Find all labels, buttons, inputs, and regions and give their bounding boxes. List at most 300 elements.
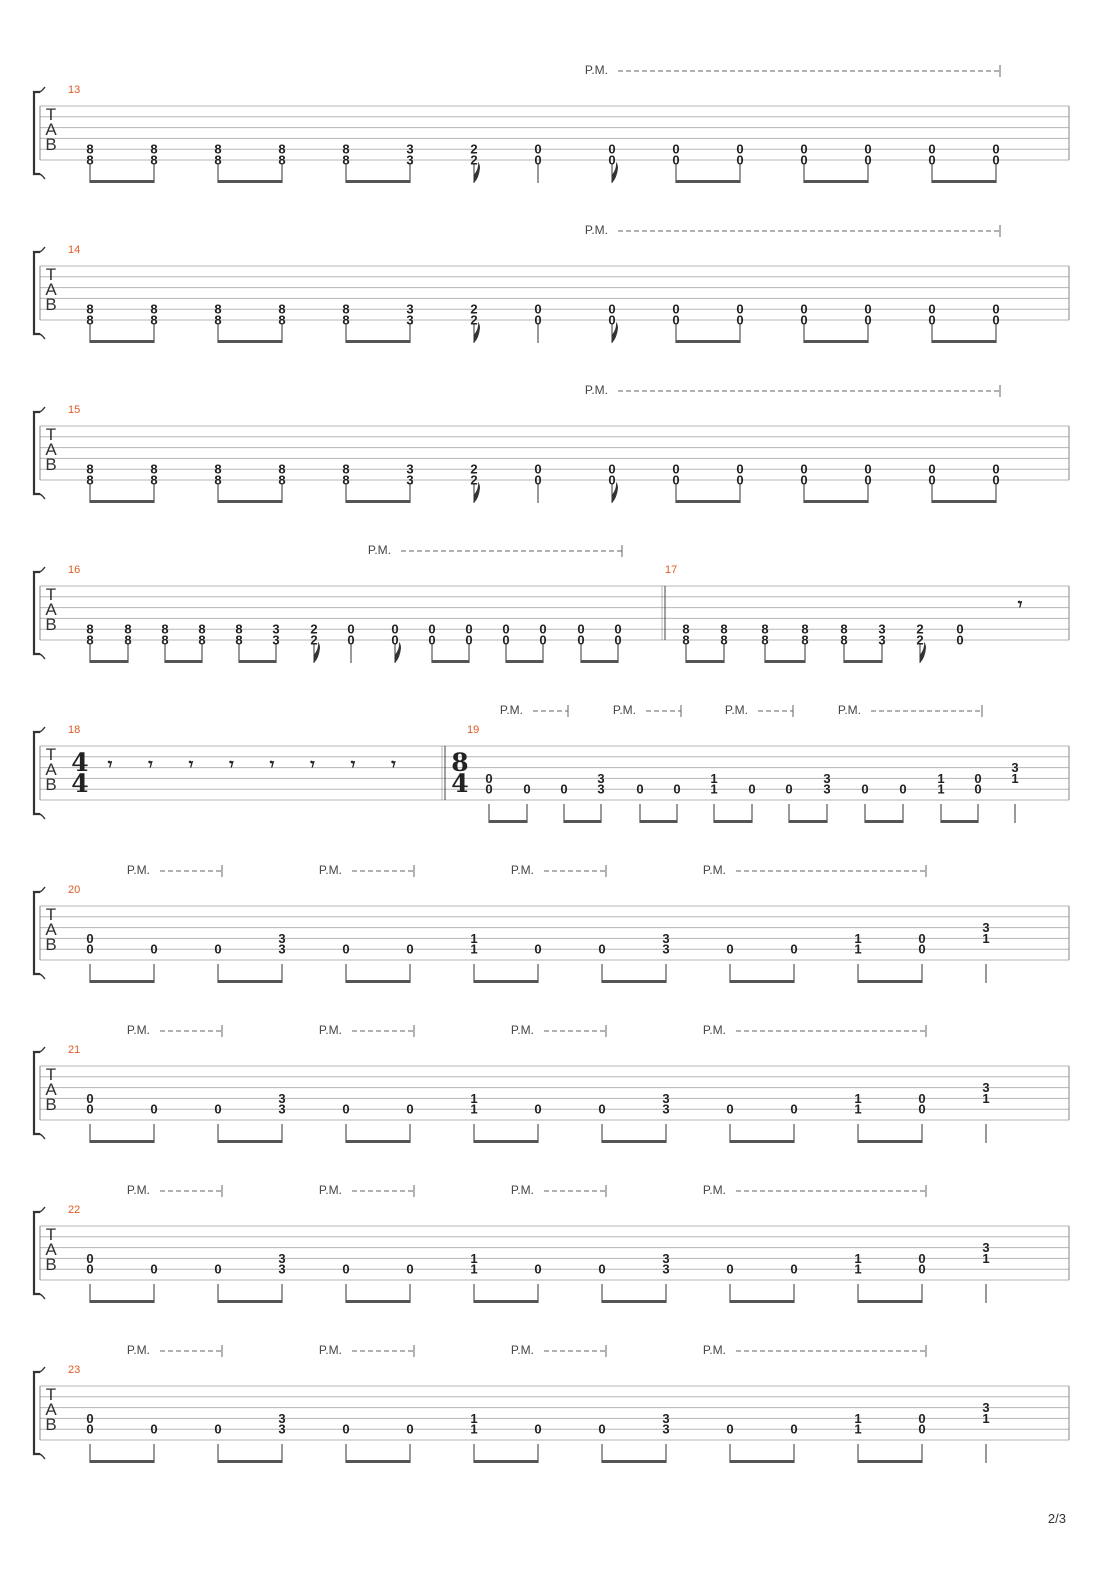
fret-number: 0 <box>534 312 542 328</box>
fret-number: 0 <box>347 632 355 648</box>
fret-number: 1 <box>710 781 718 797</box>
beam <box>858 980 922 983</box>
fret-number: 0 <box>614 632 622 648</box>
bracket-hook <box>40 407 45 499</box>
fret-number: 0 <box>534 461 542 477</box>
tab-clef-letter: A <box>45 120 57 139</box>
fret-number: 0 <box>608 301 616 317</box>
fret-number: 3 <box>278 930 286 946</box>
palm-mute-label: P.M. <box>724 703 748 717</box>
fret-number: 3 <box>982 1400 990 1416</box>
fret-number: 0 <box>672 301 680 317</box>
fret-number: 0 <box>636 781 644 797</box>
fret-number: 8 <box>150 312 158 328</box>
fret-number: 0 <box>800 312 808 328</box>
fret-number: 8 <box>214 141 222 157</box>
palm-mute-label: P.M. <box>612 703 636 717</box>
fret-number: 0 <box>406 1261 414 1277</box>
fret-number: 0 <box>465 621 473 637</box>
palm-mute-label: P.M. <box>318 1023 342 1037</box>
beam <box>932 340 996 343</box>
fret-number: 0 <box>864 472 872 488</box>
tab-clef-letter: T <box>45 1065 57 1084</box>
fret-number: 1 <box>854 1410 862 1426</box>
fret-number: 0 <box>928 312 936 328</box>
beam <box>640 820 677 823</box>
tab-clef-letter: B <box>45 295 57 314</box>
fret-number: 1 <box>1011 770 1019 786</box>
fret-number: 0 <box>214 941 222 957</box>
fret-number: 1 <box>982 930 990 946</box>
beam <box>602 1140 666 1143</box>
palm-mute-label: P.M. <box>126 1343 150 1357</box>
fret-number: 1 <box>854 1421 862 1437</box>
fret-number: 0 <box>800 152 808 168</box>
tab-clef-letter: T <box>45 585 57 604</box>
fret-number: 0 <box>785 781 793 797</box>
fret-number: 2 <box>916 621 924 637</box>
time-signature-bottom: 4 <box>451 769 469 798</box>
fret-number: 1 <box>937 770 945 786</box>
measure-number: 19 <box>467 724 480 736</box>
fret-number: 3 <box>278 941 286 957</box>
fret-number: 8 <box>761 621 769 637</box>
fret-number: 3 <box>662 930 670 946</box>
palm-mute-label: P.M. <box>499 703 523 717</box>
fret-number: 3 <box>982 1080 990 1096</box>
tab-clef-letter: T <box>45 265 57 284</box>
beam <box>804 340 868 343</box>
fret-number: 0 <box>214 1101 222 1117</box>
fret-number: 8 <box>161 621 169 637</box>
tab-clef-letter: B <box>45 455 57 474</box>
fret-number: 0 <box>406 1421 414 1437</box>
fret-number: 8 <box>235 621 243 637</box>
fret-number: 0 <box>86 1261 94 1277</box>
fret-number: 0 <box>150 1261 158 1277</box>
fret-number: 0 <box>918 1250 926 1266</box>
fret-number: 3 <box>272 632 280 648</box>
fret-number: 0 <box>736 312 744 328</box>
beam <box>858 1300 922 1303</box>
fret-number: 8 <box>278 152 286 168</box>
fret-number: 1 <box>470 1250 478 1266</box>
beam <box>602 1300 666 1303</box>
fret-number: 8 <box>150 301 158 317</box>
beam <box>432 660 469 663</box>
fret-number: 0 <box>726 1421 734 1437</box>
fret-number: 0 <box>736 301 744 317</box>
fret-number: 0 <box>861 781 869 797</box>
fret-number: 8 <box>198 632 206 648</box>
beam <box>844 660 882 663</box>
fret-number: 0 <box>598 1101 606 1117</box>
fret-number: 0 <box>502 632 510 648</box>
fret-number: 1 <box>470 1090 478 1106</box>
fret-number: 3 <box>878 632 886 648</box>
fret-number: 0 <box>918 1090 926 1106</box>
fret-number: 8 <box>278 461 286 477</box>
beam <box>602 1460 666 1463</box>
fret-number: 0 <box>523 781 531 797</box>
palm-mute-label: P.M. <box>318 863 342 877</box>
fret-number: 2 <box>470 472 478 488</box>
beam <box>346 1460 410 1463</box>
measure-number: 21 <box>68 1044 81 1056</box>
tab-clef-letter: T <box>45 745 57 764</box>
fret-number: 0 <box>150 1101 158 1117</box>
fret-number: 0 <box>534 1421 542 1437</box>
fret-number: 0 <box>736 461 744 477</box>
beam <box>218 1460 282 1463</box>
fret-number: 0 <box>864 312 872 328</box>
fret-number: 8 <box>720 621 728 637</box>
eighth-rest: 𝄾 <box>269 755 275 774</box>
measure-number: 14 <box>68 244 81 256</box>
fret-number: 0 <box>86 941 94 957</box>
fret-number: 1 <box>982 1090 990 1106</box>
fret-number: 0 <box>918 941 926 957</box>
fret-number: 0 <box>534 472 542 488</box>
system-bracket <box>34 252 40 334</box>
fret-number: 1 <box>854 1101 862 1117</box>
tab-clef-letter: A <box>45 600 57 619</box>
beam <box>90 500 154 503</box>
fret-number: 8 <box>86 472 94 488</box>
fret-number: 2 <box>470 152 478 168</box>
tab-clef-letter: A <box>45 760 57 779</box>
system-bracket <box>34 572 40 654</box>
beam <box>218 340 282 343</box>
measure-number: 17 <box>665 564 678 576</box>
fret-number: 8 <box>278 312 286 328</box>
fret-number: 8 <box>161 632 169 648</box>
fret-number: 2 <box>470 141 478 157</box>
fret-number: 3 <box>662 1410 670 1426</box>
fret-number: 3 <box>406 312 414 328</box>
fret-number: 0 <box>726 1101 734 1117</box>
eighth-rest: 𝄾 <box>188 755 194 774</box>
beam <box>858 1460 922 1463</box>
fret-number: 1 <box>854 1261 862 1277</box>
fret-number: 0 <box>928 152 936 168</box>
beam <box>804 180 868 183</box>
palm-mute-label: P.M. <box>584 63 608 77</box>
fret-number: 0 <box>598 1421 606 1437</box>
beam <box>218 980 282 983</box>
fret-number: 0 <box>992 472 1000 488</box>
fret-number: 8 <box>86 312 94 328</box>
palm-mute-label: P.M. <box>702 863 726 877</box>
fret-number: 0 <box>214 1421 222 1437</box>
fret-number: 1 <box>982 1250 990 1266</box>
fret-number: 8 <box>86 141 94 157</box>
fret-number: 8 <box>840 621 848 637</box>
eighth-rest: 𝄾 <box>310 755 315 774</box>
fret-number: 0 <box>864 141 872 157</box>
fret-number: 8 <box>86 301 94 317</box>
beam <box>218 500 282 503</box>
tab-clef-letter: A <box>45 920 57 939</box>
tab-clef-letter: T <box>45 425 57 444</box>
beam <box>90 180 154 183</box>
fret-number: 0 <box>672 141 680 157</box>
beam <box>932 500 996 503</box>
beam <box>474 1140 538 1143</box>
fret-number: 8 <box>761 632 769 648</box>
palm-mute-label: P.M. <box>837 703 861 717</box>
fret-number: 3 <box>597 770 605 786</box>
palm-mute-label: P.M. <box>584 223 608 237</box>
fret-number: 0 <box>672 312 680 328</box>
fret-number: 0 <box>918 1410 926 1426</box>
fret-number: 0 <box>800 141 808 157</box>
palm-mute-label: P.M. <box>702 1023 726 1037</box>
fret-number: 0 <box>800 461 808 477</box>
beam <box>90 1460 154 1463</box>
tab-system-1 <box>34 63 1069 183</box>
fret-number: 0 <box>598 941 606 957</box>
fret-number: 8 <box>150 152 158 168</box>
fret-number: 0 <box>992 152 1000 168</box>
fret-number: 8 <box>342 461 350 477</box>
eighth-rest: 𝄾 <box>107 755 113 774</box>
beam <box>730 1140 794 1143</box>
fret-number: 2 <box>310 632 318 648</box>
measure-number: 22 <box>68 1204 81 1216</box>
fret-number: 0 <box>465 632 473 648</box>
fret-number: 3 <box>406 141 414 157</box>
bracket-hook <box>40 247 45 339</box>
fret-number: 3 <box>278 1090 286 1106</box>
fret-number: 0 <box>485 781 493 797</box>
fret-number: 0 <box>406 941 414 957</box>
fret-number: 0 <box>790 1261 798 1277</box>
fret-number: 0 <box>534 1261 542 1277</box>
fret-number: 0 <box>577 632 585 648</box>
fret-number: 0 <box>956 632 964 648</box>
fret-number: 0 <box>736 152 744 168</box>
beam <box>346 340 410 343</box>
fret-number: 1 <box>854 1250 862 1266</box>
fret-number: 8 <box>682 632 690 648</box>
palm-mute-label: P.M. <box>510 1183 534 1197</box>
bracket-hook <box>40 727 45 819</box>
fret-number: 0 <box>86 1101 94 1117</box>
fret-number: 3 <box>823 781 831 797</box>
fret-number: 0 <box>534 141 542 157</box>
fret-number: 8 <box>342 312 350 328</box>
fret-number: 0 <box>672 472 680 488</box>
beam <box>581 660 618 663</box>
fret-number: 8 <box>214 301 222 317</box>
tab-system-5 <box>34 703 1069 823</box>
fret-number: 8 <box>124 632 132 648</box>
beam <box>804 500 868 503</box>
measure-number: 16 <box>68 564 81 576</box>
fret-number: 3 <box>406 461 414 477</box>
eighth-rest: 𝄾 <box>229 755 234 774</box>
tab-clef-letter: B <box>45 1255 57 1274</box>
fret-number: 2 <box>470 301 478 317</box>
fret-number: 0 <box>150 941 158 957</box>
fret-number: 0 <box>560 781 568 797</box>
fret-number: 3 <box>597 781 605 797</box>
palm-mute-label: P.M. <box>126 1183 150 1197</box>
fret-number: 0 <box>790 1101 798 1117</box>
fret-number: 8 <box>801 621 809 637</box>
beam <box>714 820 752 823</box>
fret-number: 0 <box>608 312 616 328</box>
fret-number: 0 <box>86 1410 94 1426</box>
fret-number: 0 <box>899 781 907 797</box>
fret-number: 0 <box>974 770 982 786</box>
time-signature-bottom: 4 <box>71 769 89 798</box>
beam <box>218 1300 282 1303</box>
beam <box>90 660 128 663</box>
fret-number: 8 <box>278 301 286 317</box>
measure-number: 15 <box>68 404 81 416</box>
palm-mute-label: P.M. <box>510 863 534 877</box>
fret-number: 0 <box>391 632 399 648</box>
fret-number: 8 <box>342 301 350 317</box>
fret-number: 8 <box>801 632 809 648</box>
fret-number: 0 <box>534 301 542 317</box>
fret-number: 0 <box>992 312 1000 328</box>
palm-mute-label: P.M. <box>126 863 150 877</box>
fret-number: 3 <box>1011 760 1019 776</box>
fret-number: 8 <box>150 141 158 157</box>
fret-number: 3 <box>406 152 414 168</box>
tab-clef-letter: A <box>45 280 57 299</box>
fret-number: 0 <box>726 941 734 957</box>
beam <box>506 660 543 663</box>
tab-clef-letter: B <box>45 775 57 794</box>
fret-number: 0 <box>86 1090 94 1106</box>
fret-number: 8 <box>86 632 94 648</box>
system-bracket <box>34 1372 40 1454</box>
palm-mute-label: P.M. <box>510 1023 534 1037</box>
beam <box>932 180 996 183</box>
fret-number: 3 <box>878 621 886 637</box>
time-signature-top: 8 <box>451 748 469 777</box>
fret-number: 8 <box>278 472 286 488</box>
fret-number: 0 <box>992 461 1000 477</box>
system-bracket <box>34 732 40 814</box>
tab-clef-letter: B <box>45 615 57 634</box>
beam <box>218 1140 282 1143</box>
bracket-hook <box>40 567 45 659</box>
fret-number: 0 <box>86 1421 94 1437</box>
fret-number: 0 <box>86 930 94 946</box>
palm-mute-label: P.M. <box>318 1343 342 1357</box>
fret-number: 3 <box>278 1101 286 1117</box>
beam <box>90 1140 154 1143</box>
palm-mute-label: P.M. <box>702 1343 726 1357</box>
fret-number: 0 <box>864 461 872 477</box>
fret-number: 1 <box>470 941 478 957</box>
tab-system-9 <box>34 1343 1069 1463</box>
fret-number: 0 <box>864 152 872 168</box>
fret-number: 1 <box>470 1101 478 1117</box>
bracket-hook <box>40 1207 45 1299</box>
fret-number: 0 <box>928 472 936 488</box>
fret-number: 0 <box>928 301 936 317</box>
fret-number: 3 <box>662 1250 670 1266</box>
fret-number: 3 <box>278 1261 286 1277</box>
tab-clef-letter: T <box>45 105 57 124</box>
system-bracket <box>34 1212 40 1294</box>
fret-number: 0 <box>406 1101 414 1117</box>
fret-number: 8 <box>214 461 222 477</box>
beam <box>676 500 740 503</box>
fret-number: 0 <box>790 1421 798 1437</box>
beam <box>765 660 805 663</box>
system-bracket <box>34 1052 40 1134</box>
system-bracket <box>34 412 40 494</box>
fret-number: 8 <box>150 461 158 477</box>
fret-number: 3 <box>278 1421 286 1437</box>
fret-number: 0 <box>800 301 808 317</box>
palm-mute-label: P.M. <box>702 1183 726 1197</box>
fret-number: 8 <box>682 621 690 637</box>
fret-number: 3 <box>662 1261 670 1277</box>
beam <box>346 180 410 183</box>
fret-number: 1 <box>470 1421 478 1437</box>
fret-number: 0 <box>342 941 350 957</box>
palm-mute-label: P.M. <box>510 1343 534 1357</box>
fret-number: 1 <box>854 1090 862 1106</box>
fret-number: 0 <box>928 461 936 477</box>
fret-number: 0 <box>736 141 744 157</box>
fret-number: 0 <box>790 941 798 957</box>
fret-number: 1 <box>937 781 945 797</box>
fret-number: 3 <box>662 1090 670 1106</box>
fret-number: 8 <box>342 472 350 488</box>
fret-number: 0 <box>485 770 493 786</box>
fret-number: 3 <box>662 941 670 957</box>
palm-mute-label: P.M. <box>318 1183 342 1197</box>
beam <box>602 980 666 983</box>
tab-system-6 <box>34 863 1069 983</box>
beam <box>218 180 282 183</box>
fret-number: 1 <box>470 1261 478 1277</box>
fret-number: 3 <box>662 1101 670 1117</box>
beam <box>474 980 538 983</box>
beam <box>90 340 154 343</box>
beam <box>730 1460 794 1463</box>
fret-number: 0 <box>614 621 622 637</box>
fret-number: 0 <box>918 1261 926 1277</box>
fret-number: 2 <box>310 621 318 637</box>
fret-number: 0 <box>428 621 436 637</box>
fret-number: 0 <box>608 472 616 488</box>
fret-number: 8 <box>198 621 206 637</box>
fret-number: 0 <box>928 141 936 157</box>
measure-number: 23 <box>68 1364 81 1376</box>
beam <box>474 1300 538 1303</box>
fret-number: 3 <box>406 301 414 317</box>
beam <box>90 1300 154 1303</box>
fret-number: 1 <box>470 930 478 946</box>
fret-number: 8 <box>214 472 222 488</box>
fret-number: 2 <box>470 461 478 477</box>
fret-number: 0 <box>974 781 982 797</box>
beam <box>858 1140 922 1143</box>
fret-number: 0 <box>342 1421 350 1437</box>
fret-number: 8 <box>86 461 94 477</box>
fret-number: 8 <box>86 621 94 637</box>
